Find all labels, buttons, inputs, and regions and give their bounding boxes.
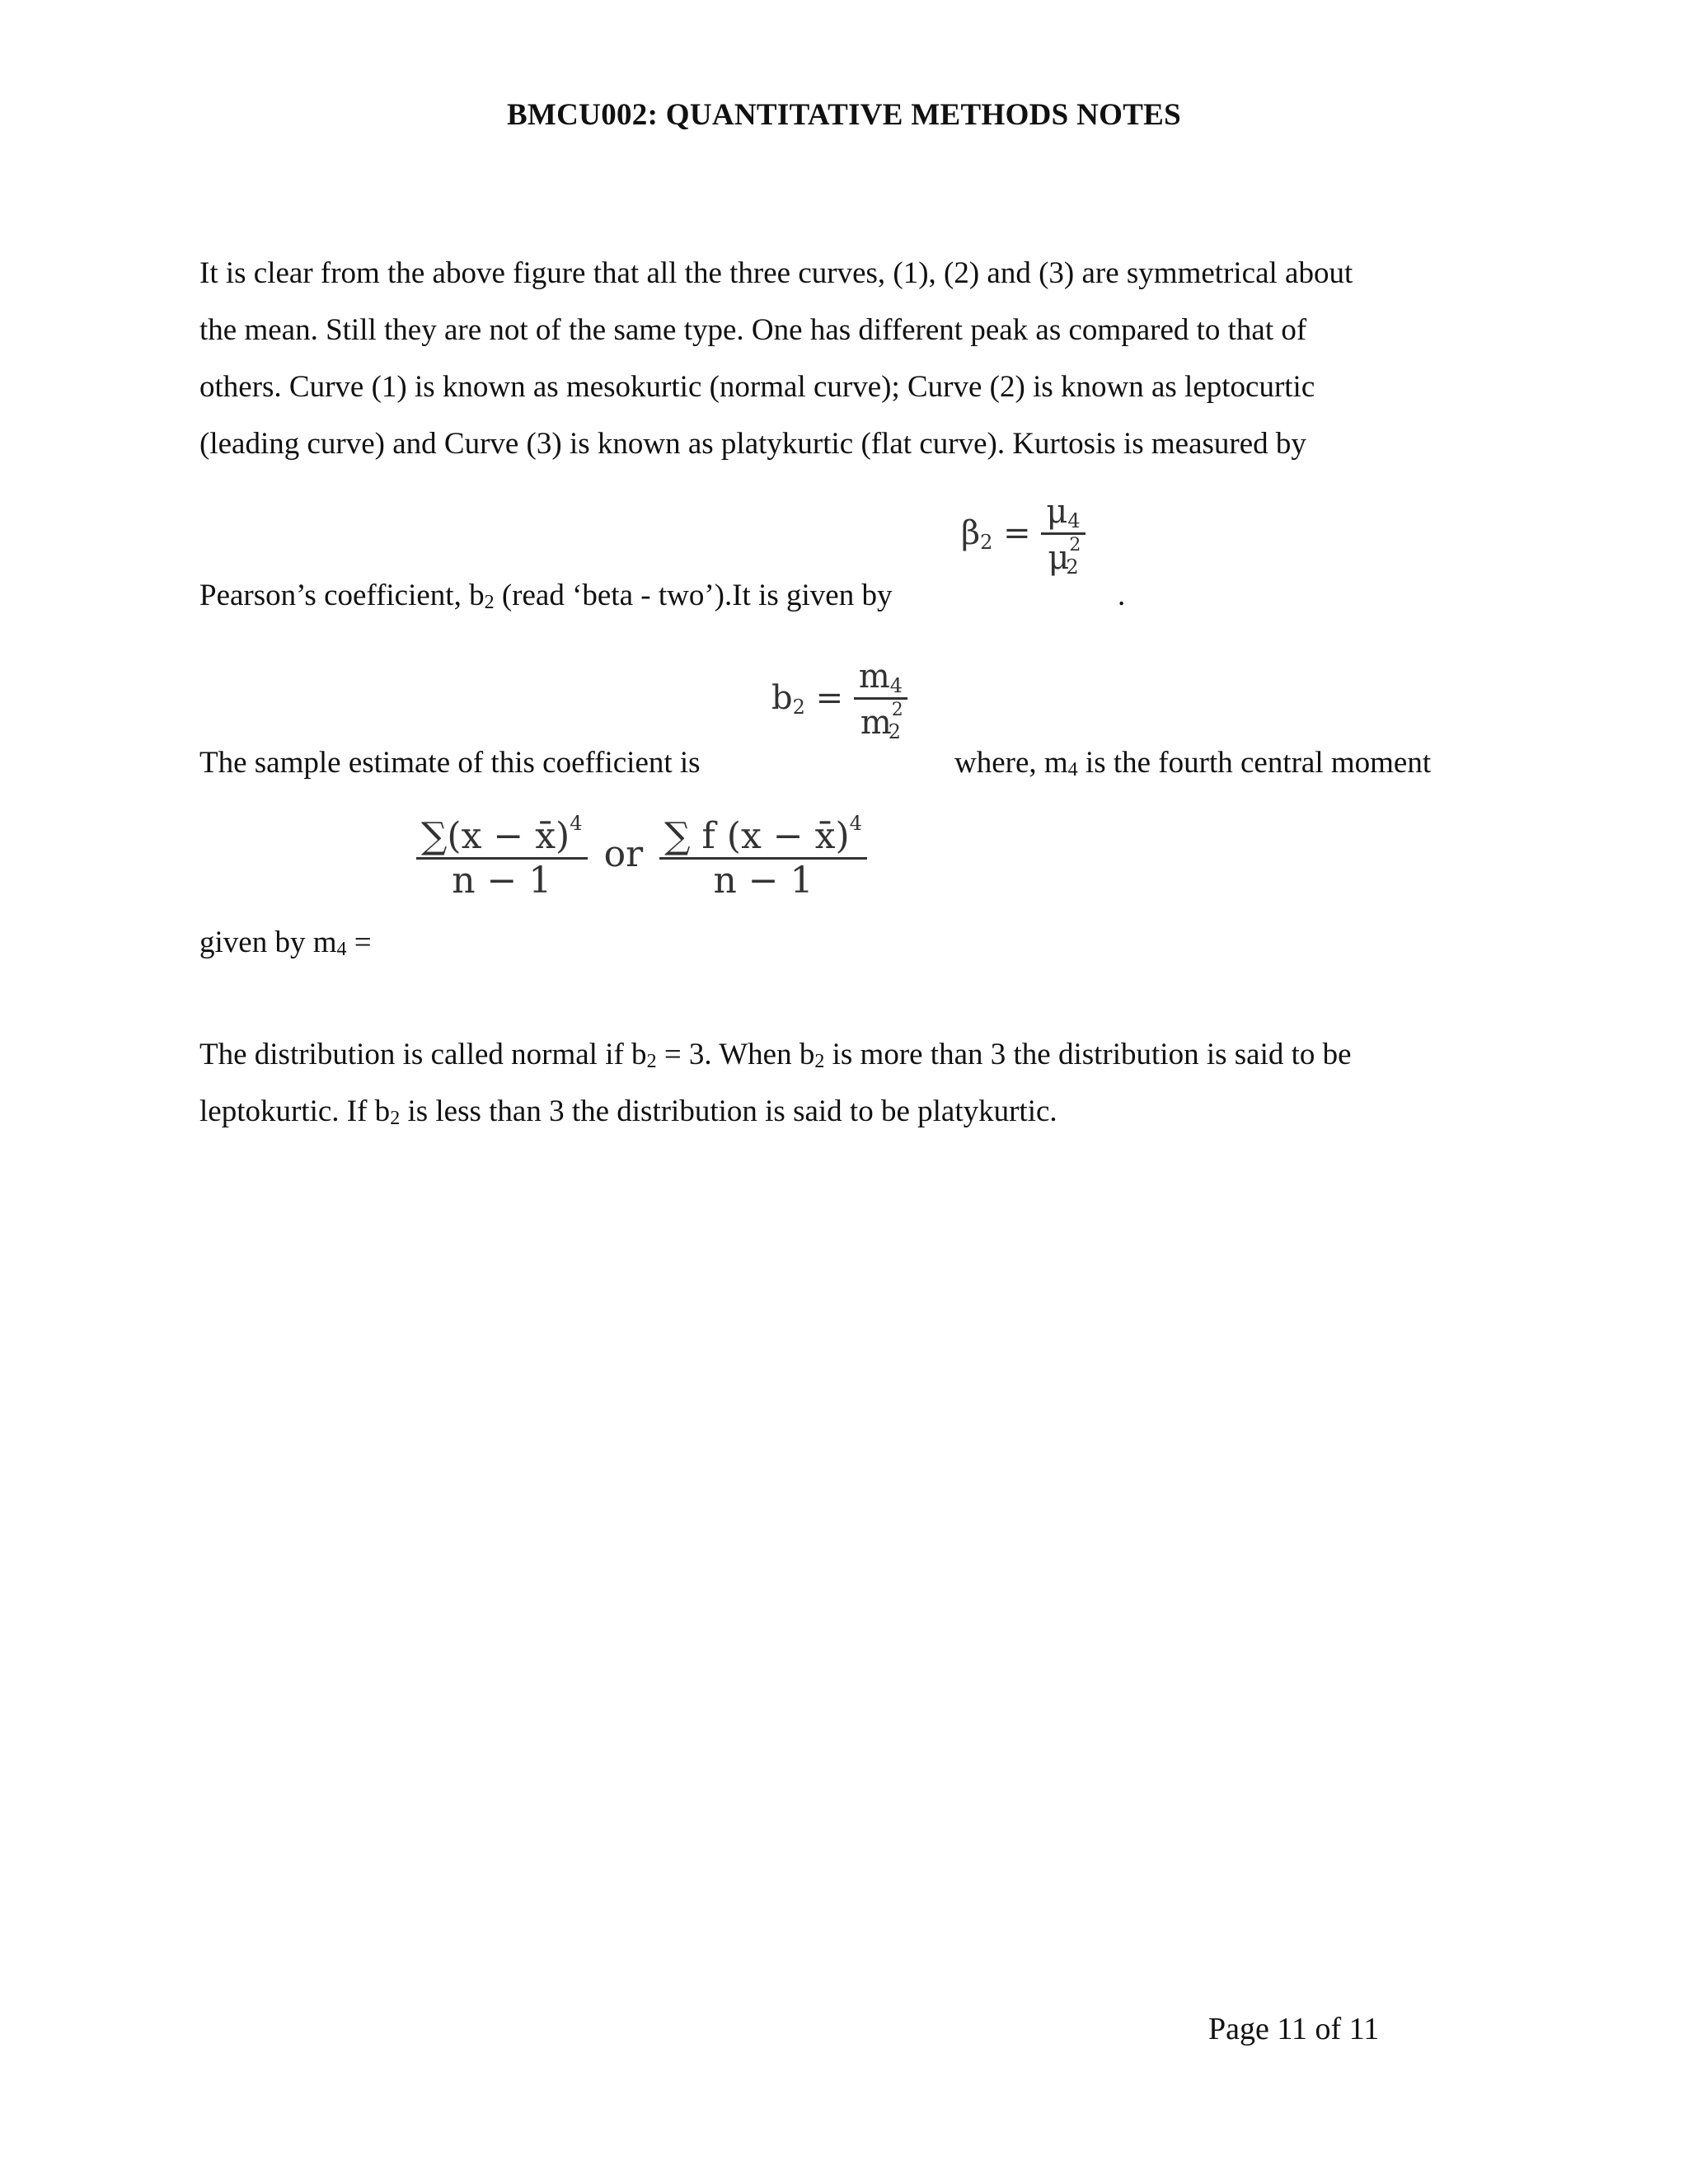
sample-estimate-text: The sample estimate of this coefficient is <box>199 746 701 780</box>
superscript: 2 <box>1069 535 1081 555</box>
text-span: is the fourth central moment <box>1077 746 1432 780</box>
subscript: 2 <box>390 1108 401 1129</box>
paragraph-line <box>199 1037 1352 1072</box>
fraction <box>854 658 907 743</box>
subscript: 4 <box>1067 759 1078 780</box>
text-span: (read ‘beta - two’).It is given by <box>494 579 893 612</box>
text-span: = <box>346 926 372 959</box>
paragraph-line: It is clear from the above figure that all the three curves, (1), (2) and (3) are symmetrical about <box>199 256 1353 290</box>
subscript: 2 <box>792 696 805 719</box>
formula-b2 <box>771 658 907 743</box>
numerator <box>416 812 588 857</box>
page-number: Page 11 of 11 <box>1208 2012 1380 2046</box>
fraction <box>659 812 867 902</box>
formula-m4 <box>416 812 867 902</box>
subscript: 4 <box>336 939 347 960</box>
formula-beta2 <box>961 493 1085 579</box>
equals-sign: = <box>1003 514 1031 552</box>
symbol: b <box>771 679 793 717</box>
given-by-text <box>199 925 372 960</box>
expression: ∑(x − x̄) <box>421 815 570 857</box>
paragraph-line: others. Curve (1) is known as mesokurtic (normal curve); Curve (2) is known as leptocurtic <box>199 370 1315 404</box>
expression: ∑ f (x − x̄) <box>664 815 850 857</box>
text-span: The distribution is called normal if b <box>199 1038 647 1071</box>
subscript: 2 <box>888 720 902 743</box>
subscript: 4 <box>889 674 903 697</box>
formula-lhs <box>961 514 992 552</box>
denominator <box>1041 532 1085 579</box>
symbol: m <box>860 704 892 742</box>
or-word: or <box>603 833 644 875</box>
subscript: 4 <box>1067 509 1081 532</box>
symbol: μ <box>1048 539 1070 577</box>
text-span: is less than 3 the distribution is said to be platykurtic. <box>400 1094 1057 1128</box>
denominator: n − 1 <box>659 857 867 902</box>
subscript: 2 <box>646 1051 657 1072</box>
fraction <box>416 812 588 902</box>
text-span: where, m <box>954 746 1068 780</box>
formula-lhs <box>771 679 805 717</box>
fraction <box>1041 493 1085 579</box>
numerator <box>1041 493 1085 532</box>
subscript: 2 <box>980 531 993 554</box>
subscript: 2 <box>484 592 495 613</box>
numerator <box>659 812 867 857</box>
subscript: 2 <box>1066 555 1079 579</box>
symbol: β <box>961 514 981 552</box>
denominator: n − 1 <box>416 857 588 902</box>
symbol: μ <box>1046 493 1068 531</box>
pearson-coefficient-line <box>199 578 892 613</box>
paragraph-line: the mean. Still they are not of the same type. One has different peak as compared to that of <box>199 313 1307 347</box>
text-span: = 3. When b <box>656 1038 815 1071</box>
text-span: is more than 3 the distribution is said to be <box>824 1038 1352 1071</box>
paragraph-line <box>199 1094 1057 1129</box>
superscript: 4 <box>570 812 583 835</box>
page-header-title: BMCU002: QUANTITATIVE METHODS NOTES <box>506 98 1182 132</box>
equals-sign: = <box>815 679 844 717</box>
paragraph-line: (leading curve) and Curve (3) is known as platykurtic (flat curve). Kurtosis is measured by <box>199 427 1306 461</box>
superscript: 4 <box>849 812 862 835</box>
text-span: given by m <box>199 926 337 959</box>
numerator <box>854 658 907 697</box>
superscript: 2 <box>891 700 903 720</box>
text-span: leptokurtic. If b <box>199 1094 391 1128</box>
period-mark: . <box>1118 579 1126 612</box>
fourth-moment-text <box>954 745 1431 780</box>
denominator <box>854 697 907 743</box>
text-span: Pearson’s coefficient, b <box>199 579 485 612</box>
subscript: 2 <box>814 1051 825 1072</box>
symbol: m <box>858 658 890 696</box>
